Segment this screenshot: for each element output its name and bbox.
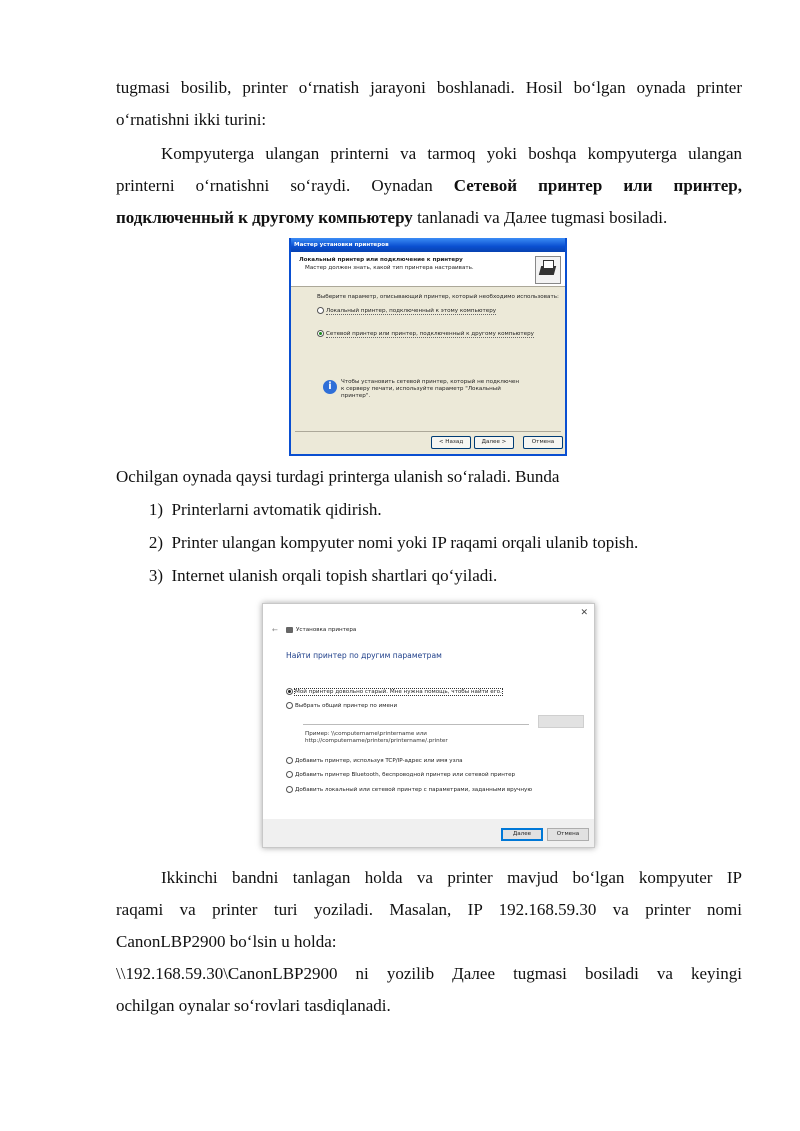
list-text: Internet ulanish orqali topish shartlari qo‘yiladi.	[171, 566, 498, 585]
list-item	[116, 493, 742, 526]
option-manual-printer[interactable]	[286, 786, 532, 793]
options-list	[116, 493, 742, 592]
list-number: 1)	[148, 500, 163, 519]
wizard-header-title: Локальный принтер или подключение к принтеру	[299, 257, 463, 263]
example-line: Пример: \\computername\printername или	[305, 731, 427, 737]
dialog-title: Установка принтера	[296, 627, 357, 633]
cancel-button[interactable]: Отмена	[523, 436, 563, 449]
add-printer-dialog-screenshot	[262, 603, 595, 848]
info-icon: i	[323, 380, 337, 394]
option-label: Локальный принтер, подключенный к этому компьютеру	[326, 308, 497, 314]
list-item	[116, 559, 742, 592]
option-local-printer[interactable]	[317, 307, 496, 314]
paragraph-line: tugmasi bosilib, printer o‘rnatish jarayoni boshlanadi. Hosil bo‘lgan oynada printer	[116, 78, 742, 97]
radio-icon[interactable]	[286, 757, 293, 764]
option-label: Добавить принтер, используя TCP/IP-адрес или имя узла	[295, 758, 463, 764]
paragraph-line: ochilgan oynalar so‘rovlari tasdiqlanadi.	[116, 996, 391, 1015]
printer-wizard-screenshot	[289, 238, 567, 456]
paragraph-line: raqami va printer turi yoziladi. Masalan, IP 192.168.59.30 va printer nomi	[116, 900, 742, 919]
info-note-line: к серверу печати, используйте параметр "Локальный принтер".	[341, 386, 501, 399]
option-label: Добавить локальный или сетевой принтер с параметрами, заданными вручную	[295, 787, 533, 793]
printer-icon	[535, 256, 561, 284]
paragraph-line: o‘rnatishni ikki turini:	[116, 110, 267, 129]
close-icon[interactable]: ✕	[580, 608, 588, 618]
example-text	[305, 731, 448, 745]
wizard-header	[291, 252, 565, 287]
back-button[interactable]: < Назад	[431, 436, 471, 449]
printer-icon	[286, 627, 293, 633]
divider	[295, 431, 561, 432]
list-text: Printerlarni avtomatik qidirish.	[171, 500, 382, 519]
wizard-header-subtitle: Мастер должен знать, какой тип принтера настраивать.	[305, 265, 474, 271]
list-number: 3)	[148, 566, 163, 585]
cancel-button[interactable]: Отмена	[547, 828, 589, 841]
paragraph-line	[116, 170, 742, 202]
option-label: Добавить принтер Bluetooth, беспроводной принтер или сетевой принтер	[295, 772, 516, 778]
paragraph-line: CanonLBP2900 bo‘lsin u holda:	[116, 932, 337, 951]
dialog-heading: Найти принтер по другим параметрам	[286, 651, 442, 660]
next-button[interactable]: Далее >	[474, 436, 514, 449]
radio-icon[interactable]	[286, 786, 293, 793]
list-item	[116, 526, 742, 559]
paragraph-line: Kompyuterga ulangan printerni va tarmoq yoki boshqa kompyuterga ulangan	[161, 144, 742, 163]
option-label: Мой принтер довольно старый. Мне нужна помощь, чтобы найти его.	[295, 689, 502, 695]
radio-icon[interactable]	[317, 307, 324, 314]
wizard-prompt: Выберите параметр, описывающий принтер, который необходимо использовать:	[317, 294, 559, 300]
printer-name-input[interactable]	[303, 715, 529, 725]
paragraph-bold-text: Сетевой принтер или принтер,	[453, 176, 742, 195]
radio-selected-icon[interactable]	[286, 688, 293, 695]
option-old-printer[interactable]	[286, 688, 502, 695]
radio-selected-icon[interactable]	[317, 330, 324, 337]
option-bluetooth-printer[interactable]	[286, 771, 515, 778]
radio-icon[interactable]	[286, 771, 293, 778]
paragraph-line	[116, 202, 742, 234]
radio-icon[interactable]	[286, 702, 293, 709]
option-tcpip-printer[interactable]	[286, 757, 463, 764]
option-network-printer[interactable]	[317, 330, 534, 337]
option-label: Сетевой принтер или принтер, подключенный к другому компьютеру	[326, 331, 534, 337]
browse-button[interactable]	[538, 715, 584, 728]
wizard-title-bar: Мастер установки принтеров	[291, 238, 565, 252]
list-number: 2)	[148, 533, 163, 552]
info-note	[341, 379, 521, 400]
paragraph-text: printerni o‘rnatishni so‘raydi. Oynadan	[116, 176, 433, 195]
next-button[interactable]: Далее	[501, 828, 543, 841]
paragraph-bold-text: подключенный к другому компьютеру	[116, 208, 413, 227]
paragraph-line: \\192.168.59.30\CanonLBP2900 ni yozilib Далее tugmasi bosiladi va keyingi	[116, 964, 742, 983]
paragraph-line: Ikkinchi bandni tanlagan holda va printer mavjud bo‘lgan kompyuter IP	[161, 868, 742, 887]
back-arrow-icon[interactable]: ←	[272, 626, 278, 634]
paragraph-line: Ochilgan oynada qaysi turdagi printerga ulanish so‘raladi. Bunda	[116, 467, 560, 486]
paragraph-text: tanlanadi va Далее tugmasi bosiladi.	[417, 208, 668, 227]
list-text: Printer ulangan kompyuter nomi yoki IP raqami orqali ulanib topish.	[171, 533, 639, 552]
example-line: http://computername/printers/printername/.printer	[305, 738, 448, 744]
dialog-footer	[263, 819, 594, 847]
option-shared-printer-by-name[interactable]	[286, 702, 397, 709]
info-note-line: Чтобы установить сетевой принтер, который не подключен	[341, 379, 519, 385]
option-label: Выбрать общий принтер по имени	[295, 703, 398, 709]
